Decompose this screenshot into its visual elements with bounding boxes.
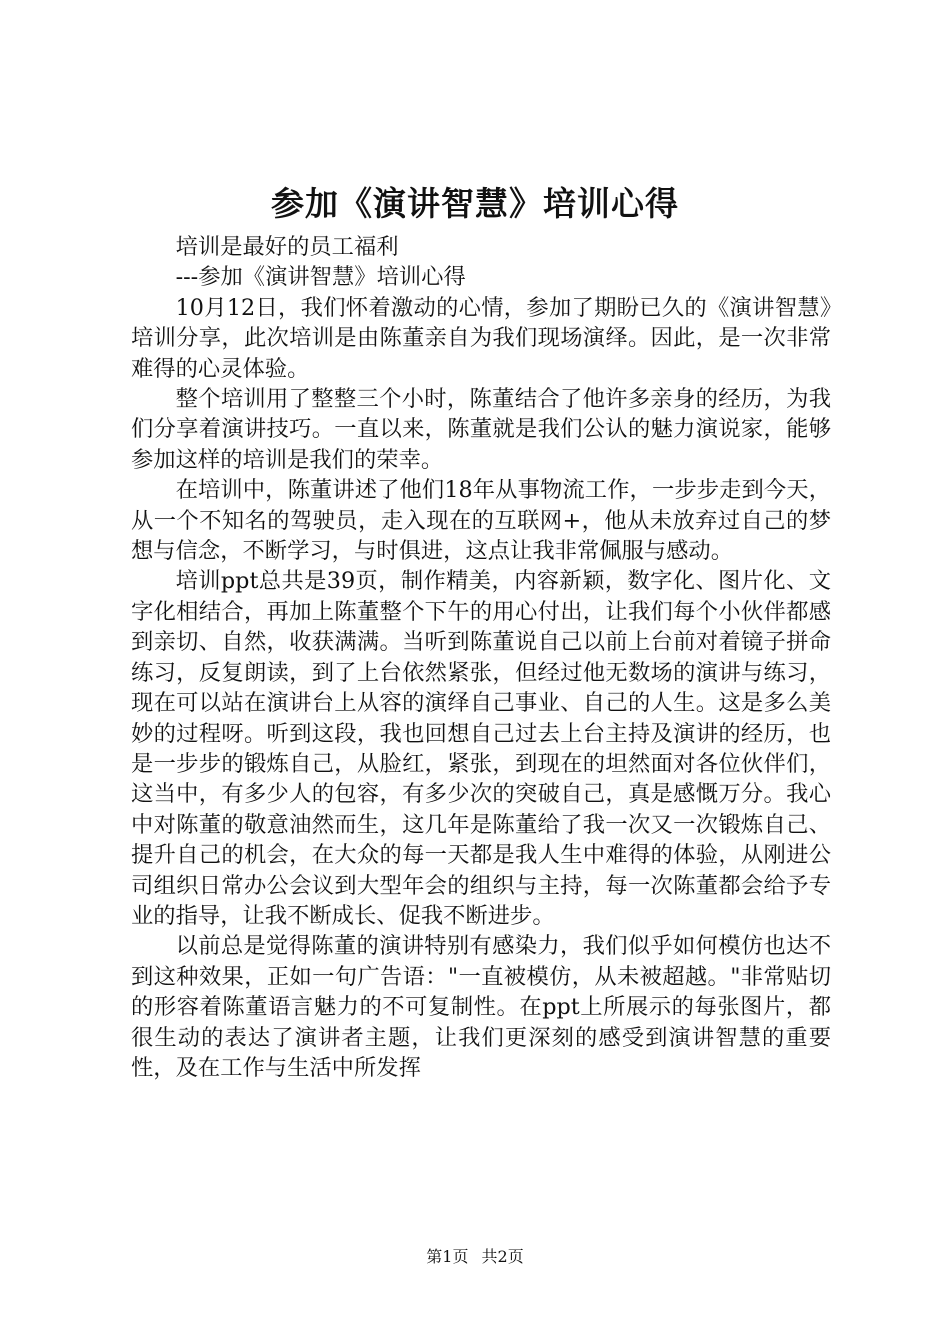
document-title: 参加《演讲智慧》培训心得 — [271, 184, 679, 223]
page-footer — [0, 1246, 950, 1268]
page-number: 第1页 — [426, 1247, 469, 1266]
subtitle-line: ---参加《演讲智慧》培训心得 — [175, 264, 466, 291]
body-paragraph: 培训ppt总共是39页，制作精美，内容新颖，数字化、图片化、文字化相结合，再加上陈董整个下午的用心付出，让我们每个小伙伴都感到亲切、自然，收获满满。当听到陈董说自己以前上台前对着镜子拼命练习，反复朗读，到了上台依然紧张，但经过他无数场的演讲与练习，现在可以站在演讲台上从容的演绎自己事业、自己的人生。这是多么美妙的过程呀。听到这段，我也回想自己过去上台主持及演讲的经历，也是一步步的锻炼自己，从脸红，紧张，到现在的坦然面对各位伙伴们，这当中，有多少人的包容，有多少次的突破自己，真是感慨万分。我心中对陈董的敬意油然而生，这几年是陈董给了我一次又一次锻炼自己、提升自己的机会，在大众的每一天都是我人生中难得的体验，从刚进公司组织日常办公会议到大型年会的组织与主持，每一次陈董都会给予专业的指导，让我不断成长、促我不断进步。 — [131, 568, 831, 929]
body-paragraph: 在培训中，陈董讲述了他们18年从事物流工作，一步步走到今天，从一个不知名的驾驶员，走入现在的互联网+，他从未放弃过自己的梦想与信念，不断学习，与时俱进，这点让我非常佩服与感动。 — [131, 477, 831, 565]
body-paragraph: 10月12日，我们怀着激动的心情，参加了期盼已久的《演讲智慧》培训分享，此次培训是由陈董亲自为我们现场演绎。因此，是一次非常难得的心灵体验。 — [131, 294, 831, 382]
subtitle-line: 培训是最好的员工福利 — [175, 234, 399, 260]
document-body — [131, 232, 831, 1083]
body-paragraph: 以前总是觉得陈董的演讲特别有感染力，我们似乎如何模仿也达不到这种效果，正如一句广告语："一直被模仿，从未被超越。"非常贴切的形容着陈董语言魅力的不可复制性。在ppt上所展示的每张图片，都很生动的表达了演讲者主题，让我们更深刻的感受到演讲智慧的重要性，及在工作与生活中所发挥 — [131, 933, 831, 1081]
body-paragraph: 整个培训用了整整三个小时，陈董结合了他许多亲身的经历，为我们分享着演讲技巧。一直以来，陈董就是我们公认的魅力演说家，能够参加这样的培训是我们的荣幸。 — [131, 386, 831, 473]
page-total: 共2页 — [481, 1247, 524, 1266]
